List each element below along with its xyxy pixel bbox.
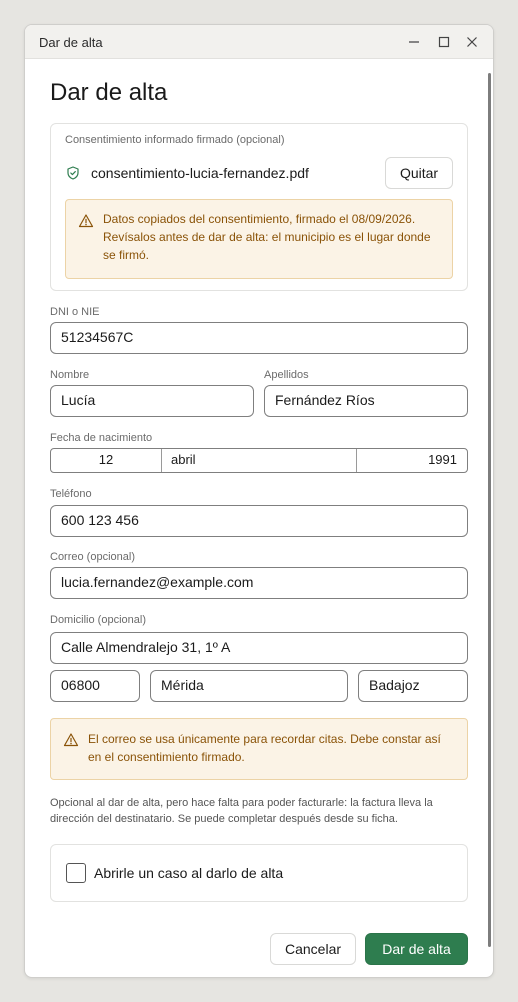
correo-label: Correo (opcional): [50, 551, 135, 563]
address-help-text: Opcional al dar de alta, pero hace falta para poder facturarle: la factura lleva la dirección del destinatario. Se puede completar después desde su ficha.: [50, 797, 433, 825]
page-title: Dar de alta: [50, 79, 168, 106]
consent-warning: [65, 199, 453, 279]
birth-day-select[interactable]: 12: [98, 452, 114, 467]
shield-check-icon: [66, 166, 80, 180]
correo-input[interactable]: lucia.fernandez@example.com: [50, 567, 468, 599]
domicilio-label: Domicilio (opcional): [50, 614, 146, 626]
consent-warning-text: Datos copiados del consentimiento, firmado el 08/09/2026. Revísalos antes de dar de alta: el municipio es el lugar donde se firmó.: [103, 212, 431, 262]
apellidos-label: Apellidos: [264, 369, 309, 381]
title-bar: [25, 25, 493, 59]
date-separator: [356, 449, 357, 472]
postal-code-input[interactable]: 06800: [50, 670, 140, 702]
remove-consent-button[interactable]: Quitar: [385, 157, 453, 189]
warning-icon: [63, 732, 79, 748]
minimize-icon[interactable]: [405, 33, 423, 51]
apellidos-input[interactable]: Fernández Ríos: [264, 385, 468, 417]
consent-file-name: consentimiento-lucia-fernandez.pdf: [91, 165, 309, 181]
fecha-nacimiento-label: Fecha de nacimiento: [50, 432, 153, 444]
open-case-checkbox[interactable]: [66, 863, 86, 883]
date-separator: [161, 449, 162, 472]
telefono-label: Teléfono: [50, 488, 92, 500]
dni-input[interactable]: 51234567C: [50, 322, 468, 354]
street-input[interactable]: Calle Almendralejo 31, 1º A: [50, 632, 468, 664]
warning-icon: [78, 213, 94, 229]
birth-date-field: [50, 448, 468, 473]
cancel-button[interactable]: Cancelar: [270, 933, 356, 965]
dni-label: DNI o NIE: [50, 306, 100, 318]
close-icon[interactable]: [463, 33, 481, 51]
submit-button[interactable]: Dar de alta: [365, 933, 468, 965]
city-input[interactable]: Mérida: [150, 670, 348, 702]
birth-year-select[interactable]: 1991: [428, 452, 457, 467]
maximize-icon[interactable]: [435, 33, 453, 51]
consent-card: [50, 123, 468, 291]
open-case-label[interactable]: Abrirle un caso al darlo de alta: [94, 865, 284, 881]
nombre-input[interactable]: Lucía: [50, 385, 254, 417]
telefono-input[interactable]: 600 123 456: [50, 505, 468, 537]
dialog-window: [24, 24, 494, 978]
nombre-label: Nombre: [50, 369, 90, 381]
province-input[interactable]: Badajoz: [358, 670, 468, 702]
scrollbar[interactable]: [488, 73, 491, 947]
birth-month-select[interactable]: abril: [171, 452, 196, 467]
window-title: Dar de alta: [39, 35, 103, 50]
email-warning: [50, 718, 468, 780]
consent-label: Consentimiento informado firmado (opcional): [65, 134, 285, 146]
email-warning-text: El correo se usa únicamente para recordar citas. Debe constar así en el consentimiento firmado.: [88, 732, 441, 764]
open-case-card: [50, 844, 468, 902]
